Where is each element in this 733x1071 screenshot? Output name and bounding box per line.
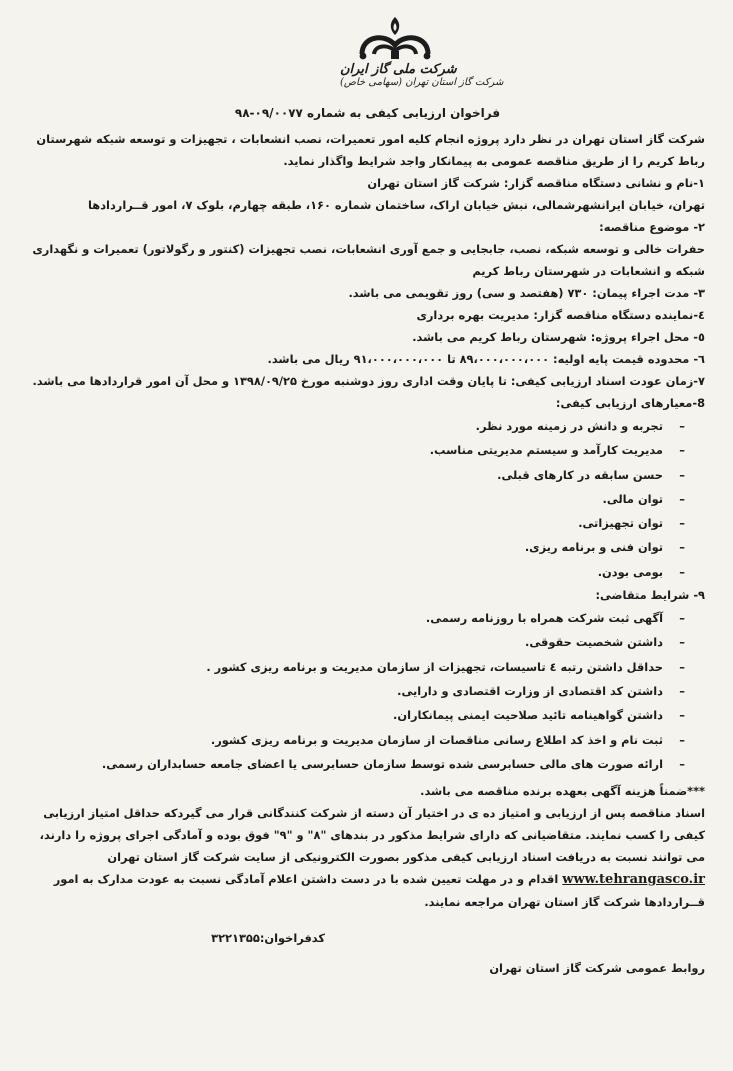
list-item: – توان مالی.: [30, 487, 685, 511]
list-item: – ارائه صورت های مالی حسابرسی شده توسط سازمان حسابرسی یا اعضای جامعه حسابداران رسمی.: [30, 752, 685, 776]
section-1-title: ۱-نام و نشانی دستگاه مناقصه گزار: شرکت گاز استان تهران: [367, 176, 705, 190]
list-item: – حسن سابقه در کارهای قبلی.: [30, 463, 685, 487]
section-7: ۷-زمان عودت اسناد ارزیابی کیفی: تا پایان وقت اداری روز دوشنبه مورخ ۱۳۹۸/۰۹/۲۵ و محل آن امور قراردادها می باشد.: [32, 374, 705, 388]
website-link[interactable]: www.tehrangasco.ir: [562, 872, 705, 888]
closing-paragraph: [30, 802, 705, 913]
announcement-code: کدفراخوان:۳۲۲۱۳۵۵: [211, 931, 325, 946]
list-item: – داشتن گواهینامه تائید صلاحیت ایمنی پیمانکاران.: [30, 703, 685, 727]
intro-paragraph: شرکت گاز استان تهران در نظر دارد پروژه انجام کلیه امور تعمیرات، نصب انشعابات ، تجهیزات و توسعه شبکه شهرستان رباط کریم را از طریق مناقصه عمومی به پیمانکار واجد شرایط واگذار نماید.: [36, 132, 705, 168]
section-2-text: حفرات خالی و توسعه شبکه، نصب، جابجایی و جمع آوری انشعابات، نصب تجهیزات (کنتور و رگولاتور) تعمیرات و نگهداری شبکه و انشعابات در شهرستان رباط کریم: [32, 242, 705, 278]
list-item: – بومی بودن.: [30, 560, 685, 584]
section-9-title: ۹- شرایط متقاضی:: [595, 588, 705, 603]
section-3: ۳- مدت اجراء پیمان: ۷۳۰ (هفتصد و سی) روز تقویمی می باشد.: [348, 286, 705, 300]
list-item: – ثبت نام و اخذ کد اطلاع رسانی مناقصات از سازمان مدیریت و برنامه ریزی کشور.: [30, 728, 685, 752]
section-4: ٤-نماینده دستگاه مناقصه گزار: مدیریت بهره برداری: [416, 308, 705, 322]
announcement-body: [30, 104, 705, 979]
criteria-list: [30, 414, 705, 584]
logo-company-name: شرکت ملی گاز ایران: [340, 62, 457, 77]
section-5: ٥- محل اجراء پروژه: شهرستان رباط کریم می باشد.: [412, 330, 705, 344]
note-text: ***ضمناً هزینه آگهی بعهده برنده مناقصه می باشد.: [420, 784, 705, 799]
list-item: – توان فنی و برنامه ریزی.: [30, 535, 685, 559]
section-8-title: 8-معیارهای ارزیابی کیفی:: [555, 396, 705, 410]
list-item: – داشتن کد اقتصادی از وزارت اقتصادی و دارایی.: [30, 679, 685, 703]
list-item: – حداقل داشتن رتبه ٤ تاسیسات، تجهیزات از سازمان مدیریت و برنامه ریزی کشور .: [30, 655, 685, 679]
company-logo: [340, 14, 504, 89]
flame-logo-icon: [352, 14, 438, 62]
footer-public-relations: روابط عمومی شرکت گاز استان تهران: [489, 961, 705, 976]
announcement-title: فراخوان ارزیابی کیفی به شماره ۰۹/۰۰۷۷-۹۸: [234, 106, 501, 120]
list-item: – توان تجهیزاتی.: [30, 511, 685, 535]
list-item: – داشتن شخصیت حقوقی.: [30, 630, 685, 654]
list-item: – مدیریت کارآمد و سیستم مدیریتی مناسب.: [30, 438, 685, 462]
closing-text-b: اقدام و در مهلت تعیین شده با در دست داشتن اعلام آمادگی نسبت به عودت مدارک به امور قــراردادها شرکت گاز استان تهران مراجعه نمایند.: [53, 872, 705, 910]
section-2-title: ۲- موضوع مناقصه:: [599, 220, 705, 234]
closing-text-a: اسناد مناقصه پس از ارزیابی و امتیاز ده ی در اختیار آن دسته از شرکت کنندگانی قرار می گیردکه حداقل امتیاز ارزیابی کیفی را کسب نمایند. متقاضیانی که دارای شرایط مذکور در بندهای "۸" و "۹" فوق بوده و آمادگی اجرای پروژه را دارند، می توانند نسبت به دریافت اسناد ارزیابی کیفی مذکور بصورت الکترونیکی از سایت شرکت گاز استان تهران: [39, 806, 705, 865]
logo-subtitle: شرکت گاز استان تهران (سهامی خاص): [340, 77, 504, 88]
section-6: ٦- محدوده قیمت پایه اولیه: ۸۹،۰۰۰،۰۰۰،۰۰۰ تا ۹۱،۰۰۰،۰۰۰،۰۰۰ ریال می باشد.: [267, 352, 705, 366]
section-1-address: تهران، خیابان ایرانشهرشمالی، نبش خیابان اراک، ساختمان شماره ۱۶۰، طبقه چهارم، بلوک ۷، امور قــراردادها: [88, 198, 705, 212]
list-item: – آگهی ثبت شرکت همراه با روزنامه رسمی.: [30, 606, 685, 630]
requirements-list: [30, 606, 705, 776]
list-item: – تجربه و دانش در زمینه مورد نظر.: [30, 414, 685, 438]
